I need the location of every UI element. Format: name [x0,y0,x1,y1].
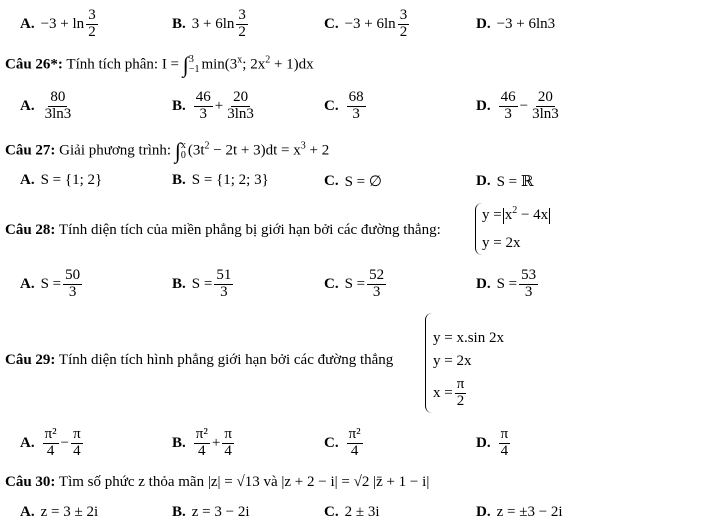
q30-options [0,504,705,524]
q26-option-c[interactable]: C. $\frac{68}{3}$ [324,88,364,122]
q28-option-a[interactable]: A. S = $\frac{50}{3}$ [20,266,81,300]
q29-option-c[interactable]: C. $\frac{\text{π²}}{4}$ [324,425,361,459]
fraction: $\frac{52}{3}$ [369,266,385,300]
integral-sign: ∫ [182,52,189,77]
q26-option-a[interactable]: A. $\frac{80}{3\ln 3}$ [20,88,72,122]
q26-option-d[interactable]: D. $\frac{46}{3}$ − $\frac{20}{3\ln 3}$ [476,88,559,122]
q29-option-d[interactable]: D. $\frac{\pi}{4}$ [476,425,509,459]
question-27: Câu 27: Giải phương trình: ∫ x 0 $(3t^2 - 2t + 3)dt = x^3 + 2$ [5,138,330,163]
q27-options [0,172,705,194]
fraction: $\frac{3}{2}$ [238,6,246,40]
fraction: $\frac{\pi}{4}$ [224,425,232,459]
q27-option-c[interactable]: C. S = ∅ [324,173,382,190]
fraction: $\frac{20}{3\ln 3}$ [227,88,254,122]
q26-option-b[interactable]: B. $\frac{46}{3}$ + $\frac{20}{3\ln 3}$ [172,88,254,122]
q28-equation-2: y = 2x [482,235,521,251]
fraction: $\frac{\text{π²}}{4}$ [44,425,57,459]
q25-option-a[interactable]: A. −3 + ln $\frac{3}{2}$ [20,6,96,40]
q29-equation-3: x = $\frac{\pi}{2}$ [433,376,465,409]
q27-option-a[interactable]: A. S = {1; 2} [20,172,103,188]
fraction: $\frac{3}{2}$ [88,6,96,40]
integral-limits: 3 −1 [188,54,200,75]
fraction: $\frac{46}{3}$ [500,88,516,122]
system-brace [475,203,482,255]
q29-equation-1: y = x.sin 2x [433,330,504,346]
question-28: Câu 28: Tính diện tích của miền phẳng bị giới hạn bởi các đường thẳng: [5,222,441,238]
q30-option-c[interactable]: C. 2 ± 3i [324,504,380,520]
fraction: $\frac{46}{3}$ [195,88,211,122]
fraction: $\frac{51}{3}$ [216,266,232,300]
q25-option-b[interactable]: B. 3 + 6ln $\frac{3}{2}$ [172,6,246,40]
q28-option-b[interactable]: B. S = $\frac{51}{3}$ [172,266,232,300]
q28-options [0,264,705,304]
fraction: $\frac{68}{3}$ [348,88,364,122]
q29-option-b[interactable]: B. $\frac{\text{π²}}{4}$ + $\frac{\pi}{4}$ [172,425,232,459]
q28-option-d[interactable]: D. S = $\frac{53}{3}$ [476,266,537,300]
fraction: $\frac{\pi}{4}$ [73,425,81,459]
q30-option-a[interactable]: A. z = 3 ± 2i [20,504,99,520]
fraction: $\frac{53}{3}$ [521,266,537,300]
abs-bar [503,208,504,224]
q29-option-a[interactable]: A. $\frac{\text{π²}}{4}$ − $\frac{\pi}{4}$ [20,425,81,459]
question-30: Câu 30: Tìm số phức z thỏa mãn |z| = √13 và |z + 2 − i| = √2 |z̄ + 1 − i| [5,474,430,490]
system-brace [425,313,432,413]
fraction: $\frac{80}{3\ln 3}$ [44,88,72,122]
q28-equation-1: $y = x^2 - 4x$ [482,205,549,223]
q30-option-d[interactable]: D. z = ±3 − 2i [476,504,563,520]
integral-limits: x 0 [180,140,186,161]
question-29: Câu 29: Tính diện tích hình phẳng giới hạn bởi các đường thẳng [5,352,394,368]
abs-bar [549,208,550,224]
fraction: $\frac{\pi}{2}$ [456,376,465,409]
fraction: $\frac{50}{3}$ [65,266,81,300]
q27-option-d[interactable]: D. S = ℝ [476,173,534,190]
question-26: Câu 26*: Tính tích phân: I = ∫ 3 −1 min(3$^x$; $2x^2 + 1)dx$ [5,52,314,77]
q29-equation-2: y = 2x [433,353,472,369]
q26-options [0,86,705,126]
q27-option-b[interactable]: B. S = {1; 2; 3} [172,172,269,188]
q25-option-d[interactable]: D. −3 + 6ln3 [476,15,556,32]
q30-option-b[interactable]: B. z = 3 − 2i [172,504,250,520]
fraction: $\frac{\text{π²}}{4}$ [195,425,208,459]
q29-options [0,420,705,466]
fraction: $\frac{3}{2}$ [399,6,408,40]
q25-options [0,4,705,44]
q25-option-c[interactable]: C. −3 + 6ln $\frac{3}{2}$ [324,6,408,40]
integral-sign: ∫ [174,138,181,163]
fraction: $\frac{\text{π²}}{4}$ [348,425,361,459]
q28-option-c[interactable]: C. S = $\frac{52}{3}$ [324,266,385,300]
fraction: $\frac{\pi}{4}$ [500,425,509,459]
fraction: $\frac{20}{3\ln 3}$ [532,88,559,122]
